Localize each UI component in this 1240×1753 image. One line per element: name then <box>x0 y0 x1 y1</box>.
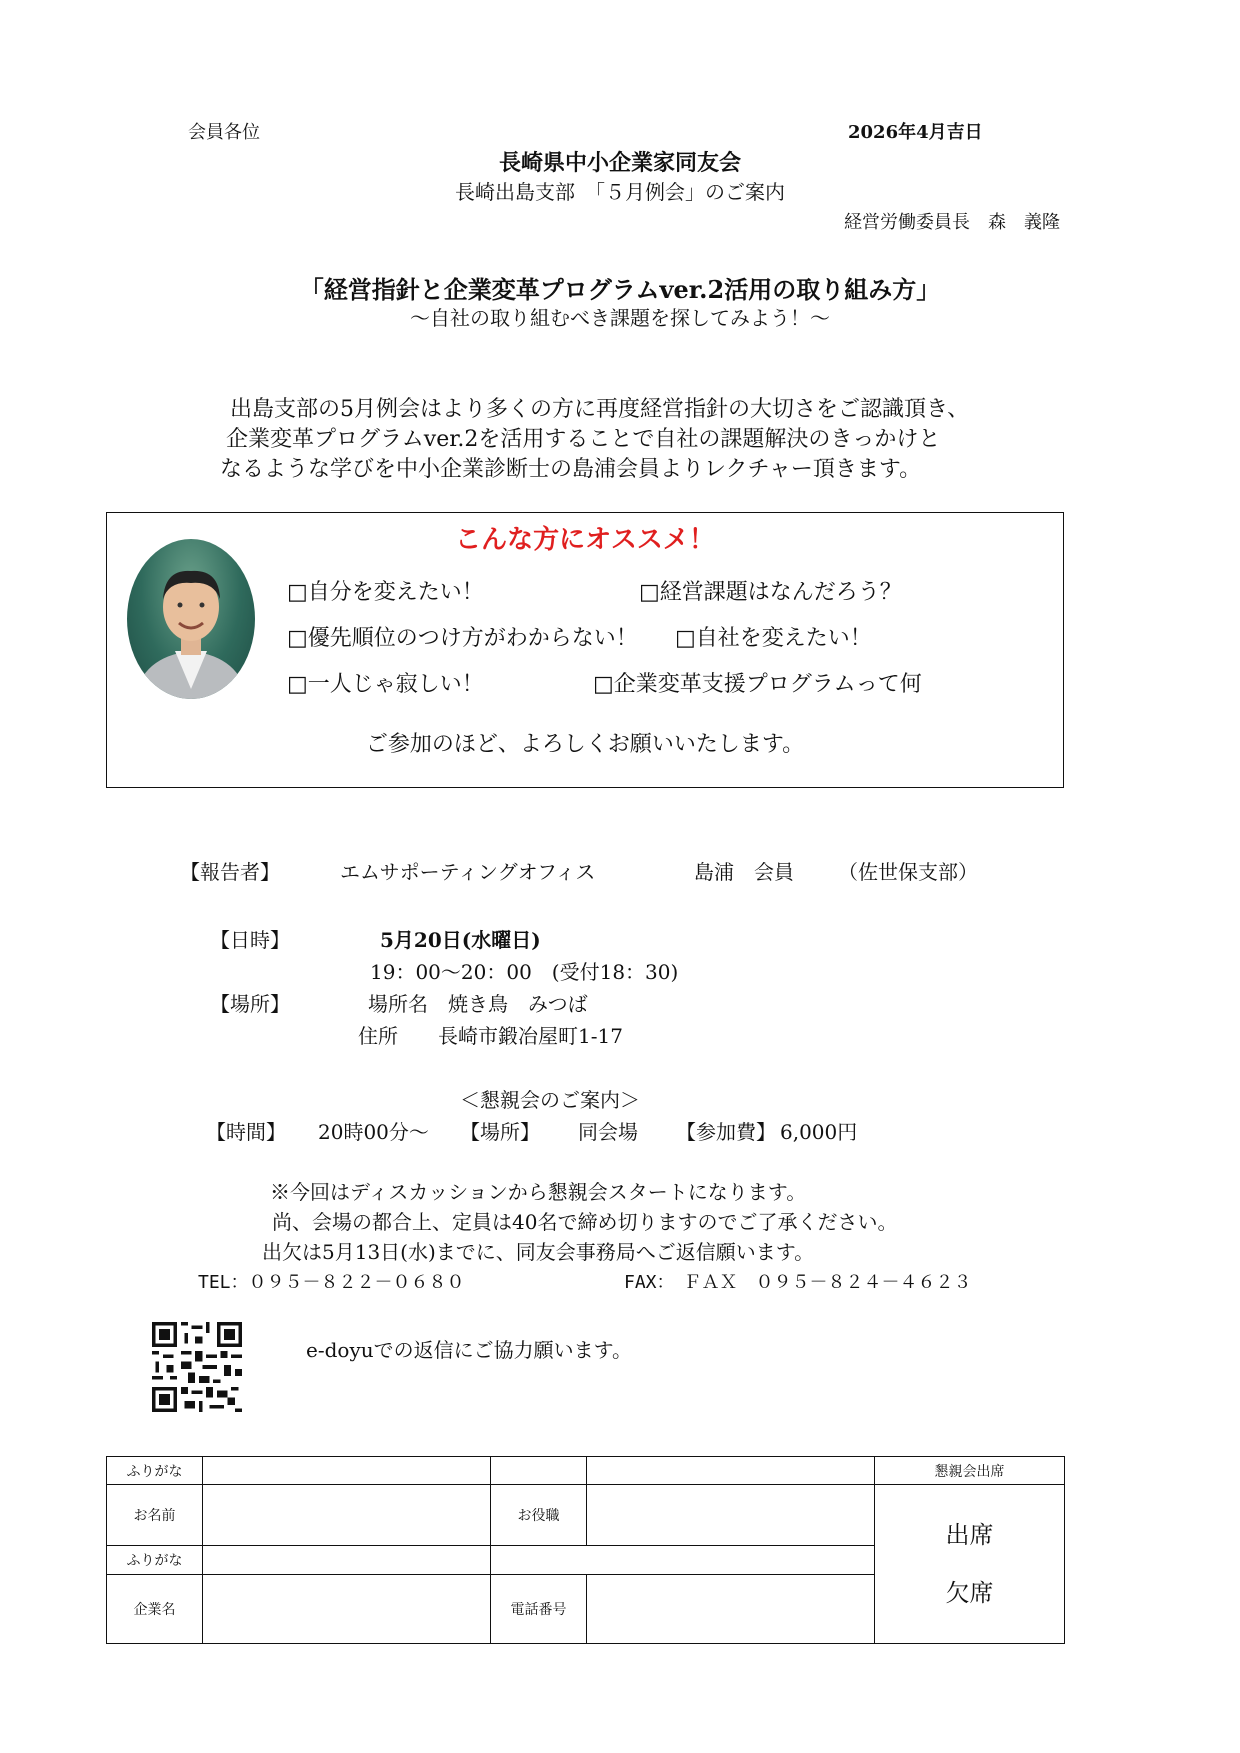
intro-line-3: なるような学びを中小企業診断士の島浦会員よりレクチャー頂きます。 <box>220 457 922 482</box>
presenter-photo-illustration <box>127 539 255 699</box>
place-label: 【場所】 <box>210 992 290 1016</box>
contact-fax: FAX： ＦＡＸ ０９５－８２４－４６２３ <box>624 1272 972 1293</box>
checklist-item: □企業変革支援プログラムって何 <box>593 672 922 697</box>
reporter-branch: （佐世保支部） <box>838 860 978 884</box>
position-field[interactable] <box>587 1485 875 1546</box>
reporter-label: 【報告者】 <box>180 860 280 884</box>
event-date: 5月20日(水曜日) <box>380 928 541 952</box>
company-field[interactable] <box>203 1574 491 1643</box>
sender: 経営労働委員長 森 義隆 <box>844 212 1060 233</box>
party-time-label: 【時間】 <box>206 1120 286 1144</box>
party-attendance-header: 懇親会出席 <box>875 1457 1065 1485</box>
note-line-3: 出欠は5月13日(水)までに、同友会事務局へご返信願います。 <box>262 1240 815 1264</box>
position-label: お役職 <box>491 1485 587 1546</box>
phone-label: 電話番号 <box>491 1574 587 1643</box>
intro-line-2: 企業変革プログラムver.2を活用することで自社の課題解決のきっかけと <box>226 427 941 452</box>
issue-date: 2026年4月吉日 <box>848 122 983 143</box>
event-time: 19：00～20：00 (受付18：30) <box>370 960 679 984</box>
company-label: 企業名 <box>107 1574 203 1643</box>
checklist-item: □優先順位のつけ方がわからない！ <box>287 626 638 651</box>
checklist-item: □一人じゃ寂しい！ <box>287 672 484 697</box>
party-fee-label: 【参加費】 <box>676 1120 776 1144</box>
intro-line-1: 出島支部の5月例会はより多くの方に再度経営指針の大切さをご認識頂き、 <box>230 397 970 422</box>
presenter-photo <box>127 539 255 699</box>
qr-code[interactable] <box>152 1322 242 1412</box>
reporter-name: 島浦 会員 <box>694 860 794 884</box>
page-title: 「経営指針と企業変革プログラムver.2活用の取り組み方」 <box>299 275 941 304</box>
attendance-cell[interactable] <box>875 1485 1065 1644</box>
phone-field[interactable] <box>587 1574 875 1643</box>
furigana-company-field[interactable] <box>203 1546 491 1574</box>
party-place-label: 【場所】 <box>460 1120 540 1144</box>
furigana-label: ふりがな <box>107 1457 203 1485</box>
branch-notice: 長崎出島支部 「５月例会」のご案内 <box>455 180 785 204</box>
recipient: 会員各位 <box>188 122 260 143</box>
place-address: 住所 長崎市鍛冶屋町1-17 <box>358 1024 623 1048</box>
name-label: お名前 <box>107 1485 203 1546</box>
reporter-company: エムサポーティングオフィス <box>340 860 596 884</box>
edoyu-message: e-doyuでの返信にご協力願います。 <box>306 1338 633 1362</box>
furigana-position-field[interactable] <box>587 1457 875 1485</box>
page-subtitle: ～自社の取り組むべき課題を探してみよう！～ <box>410 306 830 330</box>
furigana-name-field[interactable] <box>203 1457 491 1485</box>
checklist-item: □自社を変えたい！ <box>675 626 872 651</box>
empty-cell <box>491 1457 587 1485</box>
recommend-box <box>106 512 1064 788</box>
party-fee: 6,000円 <box>780 1120 858 1144</box>
checklist-item: □自分を変えたい！ <box>287 580 484 605</box>
checklist-item: □経営課題はなんだろう？ <box>639 580 902 605</box>
name-field[interactable] <box>203 1485 491 1546</box>
closing-message: ご参加のほど、よろしくお願いいたします。 <box>365 732 805 757</box>
note-line-1: ※今回はディスカッションから懇親会スタートになります。 <box>270 1180 807 1204</box>
attend-option[interactable]: 出席 <box>945 1521 994 1550</box>
furigana-label-2: ふりがな <box>107 1546 203 1574</box>
organization-name: 長崎県中小企業家同友会 <box>498 150 741 176</box>
place-name: 場所名 焼き鳥 みつば <box>368 992 588 1016</box>
party-heading: ＜懇親会のご案内＞ <box>460 1088 640 1112</box>
recommend-title: こんな方にオススメ！ <box>455 525 715 555</box>
note-line-2: 尚、会場の都合上、定員は40名で締め切りますのでご了承ください。 <box>272 1210 898 1234</box>
response-form <box>106 1456 1065 1644</box>
contact-tel: TEL：０９５－８２２－０６８０ <box>198 1272 465 1293</box>
party-time: 20時00分～ <box>318 1120 429 1144</box>
datetime-label: 【日時】 <box>210 928 290 952</box>
party-place: 同会場 <box>578 1120 638 1144</box>
furigana-phone-field[interactable] <box>491 1546 875 1574</box>
absent-option[interactable]: 欠席 <box>945 1579 994 1608</box>
